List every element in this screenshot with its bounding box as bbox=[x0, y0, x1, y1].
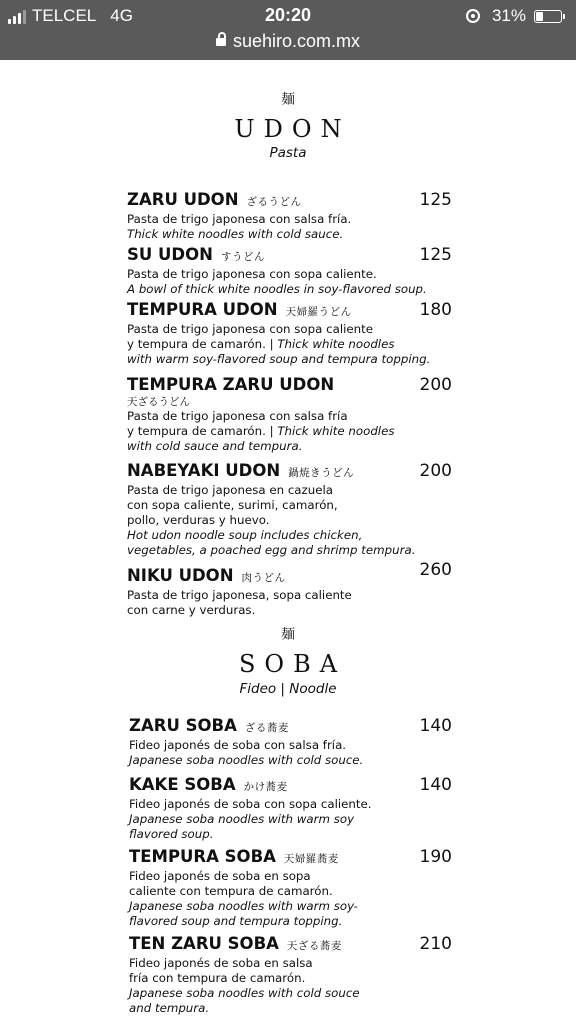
item-japanese-name: 鍋焼きうどん bbox=[288, 467, 355, 479]
item-english-description: Thick white noodles with cold sauce. bbox=[127, 227, 344, 241]
item-description: Fideo japonés de soba en salsa fría con tempura de camarón. bbox=[129, 956, 313, 985]
item-english-description: Hot udon noodle soup includes chicken, vegetables, a poached egg and shrimp tempura. bbox=[127, 528, 416, 557]
item-description: Fideo japonés de soba con sopa caliente. bbox=[129, 797, 372, 811]
price-kake-soba: 140 bbox=[419, 775, 452, 795]
item-name: NIKU UDON bbox=[127, 566, 234, 585]
item-japanese-name: 天ざるうどん bbox=[127, 396, 190, 408]
carrier-name: TELCEL bbox=[32, 6, 97, 25]
item-japanese-name: 天婦羅蕎麦 bbox=[283, 853, 339, 865]
item-english-description: Japanese soba noodles with cold souce and tempura. bbox=[129, 986, 360, 1015]
item-description bbox=[127, 409, 467, 454]
item-japanese-name: かけ蕎麦 bbox=[243, 781, 288, 793]
item-description: Fideo japonés de soba con salsa fría. bbox=[129, 738, 347, 752]
item-japanese-name: すうどん bbox=[220, 251, 265, 263]
lock-icon bbox=[216, 38, 226, 46]
status-bar bbox=[0, 0, 576, 60]
item-description bbox=[127, 322, 477, 367]
item-name: TEMPURA SOBA bbox=[129, 847, 276, 866]
item-japanese-name: 天婦羅うどん bbox=[285, 306, 352, 318]
soba-kanji: 麺 bbox=[281, 627, 295, 643]
price-tempura-soba: 190 bbox=[419, 847, 452, 867]
device-status bbox=[466, 6, 562, 26]
price-su-udon: 125 bbox=[419, 245, 452, 265]
soba-heading: SOBA bbox=[238, 650, 347, 678]
item-description-es: Pasta de trigo japonesa con sopa caliente y tempura de camarón. | bbox=[127, 322, 373, 351]
network-type: 4G bbox=[110, 6, 133, 25]
item-english-description: A bowl of thick white noodles in soy-flavored soup. bbox=[127, 282, 427, 296]
item-name: ZARU UDON bbox=[127, 190, 239, 209]
item-name: NABEYAKI UDON bbox=[127, 461, 281, 480]
price-tempura-zaru-udon: 200 bbox=[419, 375, 452, 395]
udon-heading: UDON bbox=[234, 115, 351, 143]
item-japanese-name: ざるうどん bbox=[246, 196, 302, 208]
price-niku-udon: 260 bbox=[419, 560, 452, 580]
item-name: KAKE SOBA bbox=[129, 775, 236, 794]
price-zaru-udon: 125 bbox=[419, 190, 452, 210]
item-description: Pasta de trigo japonesa, sopa caliente con carne y verduras. bbox=[127, 588, 352, 617]
udon-kanji: 麺 bbox=[281, 92, 295, 108]
item-english-description: Japanese soba noodles with warm soy flavored soup. bbox=[129, 812, 355, 841]
price-nabeyaki-udon: 200 bbox=[419, 461, 452, 481]
item-japanese-name: 天ざる蕎麦 bbox=[286, 940, 342, 952]
soba-subheading: Fideo | Noodle bbox=[239, 681, 337, 697]
item-name: TEMPURA UDON bbox=[127, 300, 278, 319]
battery-percent: 31% bbox=[491, 6, 526, 25]
price-ten-zaru-soba: 210 bbox=[419, 934, 452, 954]
item-description: Pasta de trigo japonesa en cazuela con sopa caliente, surimi, camarón, pollo, verduras y huevo. bbox=[127, 483, 338, 527]
udon-subheading: Pasta bbox=[269, 145, 307, 161]
item-description: Pasta de trigo japonesa con sopa caliente. bbox=[127, 267, 377, 281]
address-bar[interactable] bbox=[0, 31, 576, 52]
price-tempura-udon: 180 bbox=[419, 300, 452, 320]
item-description-es: Pasta de trigo japonesa con salsa fría y tempura de camarón. | bbox=[127, 409, 348, 438]
item-english-description: Japanese soba noodles with warm soy- flavored soup and tempura topping. bbox=[129, 899, 358, 928]
item-english-description: Thick white noodles with cold sauce and tempura. bbox=[127, 424, 395, 453]
item-japanese-name: ざる蕎麦 bbox=[244, 722, 289, 734]
item-name: TEMPURA ZARU UDON bbox=[127, 375, 335, 394]
item-english-description: Thick white noodles with warm soy-flavored soup and tempura topping. bbox=[127, 337, 431, 366]
item-name: TEN ZARU SOBA bbox=[129, 934, 279, 953]
item-english-description: Japanese soba noodles with cold souce. bbox=[129, 753, 364, 767]
item-japanese-name: 肉うどん bbox=[241, 572, 286, 584]
price-zaru-soba: 140 bbox=[419, 716, 452, 736]
clock: 20:20 bbox=[264, 5, 312, 25]
item-name: SU UDON bbox=[127, 245, 213, 264]
item-description: Pasta de trigo japonesa con salsa fría. bbox=[127, 212, 352, 226]
url-text: suehiro.com.mx bbox=[232, 31, 361, 51]
item-name: ZARU SOBA bbox=[129, 716, 237, 735]
battery-icon bbox=[534, 10, 562, 23]
orientation-lock-icon bbox=[466, 9, 480, 23]
item-description: Fideo japonés de soba en sopa caliente con tempura de camarón. bbox=[129, 869, 333, 898]
